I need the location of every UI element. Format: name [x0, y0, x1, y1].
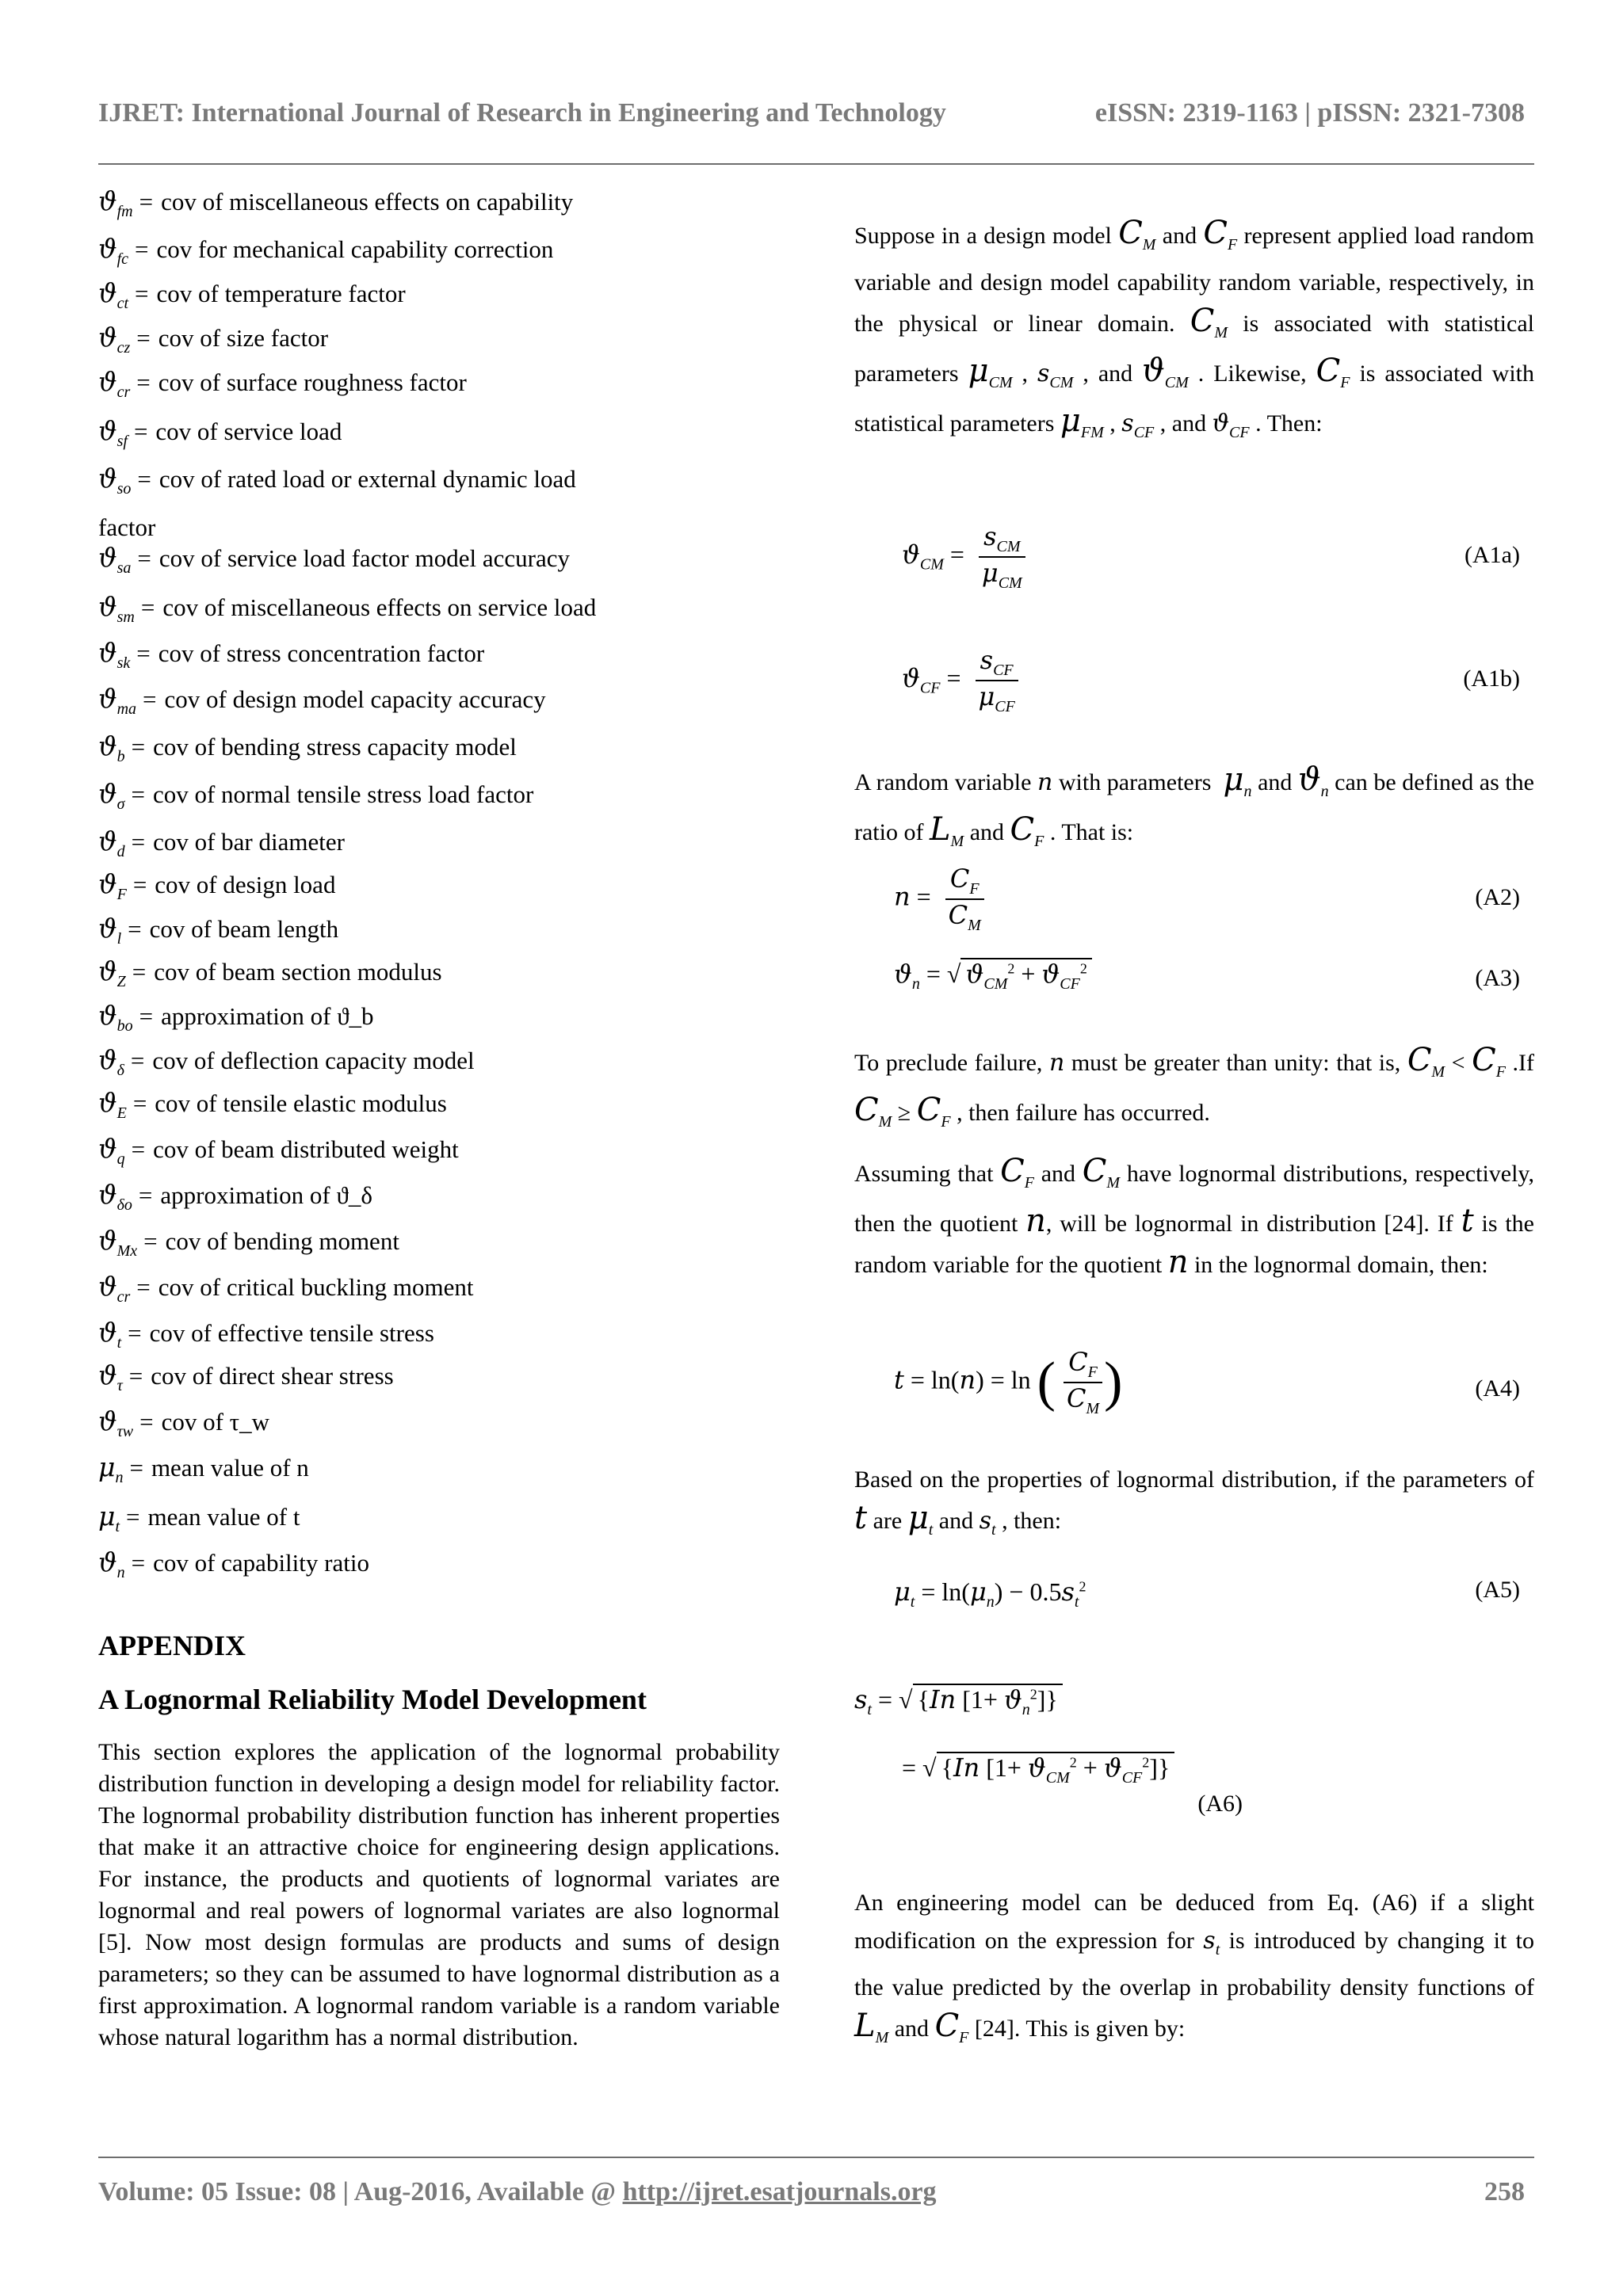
- paragraph-failure: To preclude failure, n must be greater than unity: that is, $C_M < C_F$ .If $C_M \ge C_F$ , then failure has occurred.: [854, 1042, 1534, 1131]
- symbol-entry: [98, 187, 573, 226]
- symbol-entry: [98, 732, 517, 771]
- symbol-subscript: cr: [116, 1288, 131, 1306]
- symbol-glyph: ϑ: [98, 1087, 117, 1118]
- equals-sign: =: [136, 1273, 151, 1301]
- symbol-glyph: ϑ: [98, 1405, 117, 1436]
- symbol-subscript: cz: [116, 339, 131, 357]
- symbol-entry: [98, 1226, 399, 1265]
- symbol-glyph: ϑ: [98, 1360, 117, 1390]
- symbol-glyph: ϑ: [98, 591, 117, 622]
- symbol-subscript: fc: [116, 250, 129, 268]
- header-divider: [98, 163, 1534, 165]
- symbol-description: cov of τ_w: [161, 1408, 270, 1436]
- equation-a1a: $ϑ_{CM}$ = $\frac{s_{CM}}{\mu_{CM}}$ (A1a): [902, 521, 1520, 592]
- equals-sign: =: [135, 280, 149, 307]
- symbol-subscript: so: [116, 480, 132, 498]
- equals-sign: =: [128, 1319, 142, 1347]
- symbol-description: cov of size factor: [158, 324, 329, 352]
- equals-sign: =: [129, 1454, 143, 1482]
- paragraph-engineering-model: An engineering model can be deduced from Eq. (A6) if a slight modification on the expression for $s_t$ is introduced by changing it to the value predicted by the overlap in probability density functions of $L_M$ and $C_F$ [24]. This is given by:: [854, 1890, 1535, 2046]
- symbol-subscript: t: [116, 1334, 122, 1352]
- symbol-subscript: l: [116, 930, 122, 948]
- symbol-entry: [98, 279, 406, 318]
- issn-text: eISSN: 2319-1163 | pISSN: 2321-7308: [1094, 98, 1525, 128]
- symbol-glyph: ϑ: [98, 366, 117, 397]
- equals-sign: =: [137, 465, 151, 493]
- symbol-subscript: E: [116, 1104, 127, 1122]
- symbol-description: cov of normal tensile stress load factor: [152, 780, 534, 808]
- symbol-entry: [98, 639, 484, 677]
- symbol-description: cov of deflection capacity model: [152, 1047, 475, 1074]
- symbol-entry: [98, 1089, 447, 1127]
- equals-sign: =: [138, 1181, 153, 1209]
- symbol-subscript: cr: [116, 383, 131, 401]
- symbol-glyph: ϑ: [98, 730, 117, 761]
- symbol-subscript: Mx: [116, 1242, 138, 1260]
- appendix-heading: APPENDIX: [98, 1630, 246, 1661]
- page-footer: [98, 2177, 1525, 2207]
- symbol-subscript: ma: [116, 700, 137, 718]
- symbol-entry: [98, 1548, 369, 1587]
- symbol-subscript: Z: [116, 973, 126, 990]
- equation-number-a3: (A3): [1475, 965, 1520, 991]
- symbol-glyph: μ: [98, 1501, 116, 1531]
- symbol-description: mean value of n: [151, 1454, 309, 1482]
- symbol-entry: [98, 1135, 459, 1173]
- equals-sign: =: [133, 418, 148, 445]
- symbol-description: approximation of ϑ_b: [161, 1002, 374, 1030]
- symbol-description: cov of effective tensile stress: [149, 1319, 434, 1347]
- symbol-subscript: sf: [116, 433, 128, 450]
- equation-a5: $\mu_t = \ln(\mu_n) - 0.5s_t^2$ (A5): [894, 1577, 1520, 1611]
- symbol-entry: [98, 1001, 374, 1040]
- equals-sign: =: [131, 828, 146, 856]
- symbol-entry: [98, 1361, 394, 1400]
- symbol-glyph: μ: [98, 1451, 116, 1482]
- equals-sign: =: [140, 593, 155, 621]
- symbol-entry: [98, 1318, 434, 1357]
- equals-sign: =: [139, 1002, 154, 1030]
- equation-number-a1a: (A1a): [1465, 542, 1520, 568]
- symbol-description: cov of stress concentration factor: [158, 639, 485, 667]
- symbol-description: cov of bending stress capacity model: [153, 733, 517, 761]
- symbol-description: cov of critical buckling moment: [158, 1273, 474, 1301]
- symbol-entry: [98, 417, 342, 456]
- symbol-description: cov of tensile elastic modulus: [155, 1089, 447, 1117]
- symbol-description: cov of miscellaneous effects on capability: [161, 188, 574, 215]
- symbol-entry: [98, 1502, 300, 1541]
- equation-number-a6: (A6): [1197, 1791, 1243, 1817]
- symbol-glyph: ϑ: [98, 1179, 117, 1210]
- equals-sign: =: [128, 1362, 143, 1390]
- paragraph-properties: Based on the properties of lognormal distribution, if the parameters of t are $\mu_t$ and $s_t$ , then:: [854, 1466, 1534, 1539]
- symbol-entry: [98, 685, 546, 723]
- symbol-description: cov of service load factor model accuracy: [158, 544, 570, 572]
- equals-sign: =: [131, 780, 145, 808]
- symbol-entry: [98, 1046, 475, 1085]
- symbol-subscript: δ: [116, 1062, 124, 1079]
- equals-sign: =: [132, 1089, 147, 1117]
- symbol-description: cov of design load: [155, 871, 336, 898]
- symbol-entry: [98, 957, 442, 996]
- symbol-subscript: sk: [116, 654, 131, 672]
- symbol-description: cov of miscellaneous effects on service load: [162, 593, 597, 621]
- symbol-subscript: τ: [116, 1377, 123, 1394]
- equals-sign: =: [132, 871, 147, 898]
- symbol-glyph: ϑ: [98, 955, 117, 986]
- symbol-subscript: sm: [116, 608, 135, 626]
- symbol-subscript: ct: [116, 295, 129, 312]
- symbol-entry: [98, 368, 467, 406]
- equals-sign: =: [139, 1408, 154, 1436]
- symbol-glyph: ϑ: [98, 463, 117, 494]
- symbol-description: cov of service load: [155, 418, 342, 445]
- symbol-glyph: ϑ: [98, 826, 117, 856]
- equals-sign: =: [136, 639, 151, 667]
- symbol-description: cov of bar diameter: [153, 828, 345, 856]
- symbol-entry: [98, 827, 345, 866]
- footer-divider: [98, 2157, 1534, 2158]
- symbol-description: cov of bending moment: [165, 1227, 399, 1255]
- equals-sign: =: [128, 915, 142, 943]
- symbol-glyph: ϑ: [98, 683, 117, 714]
- equation-a1b: $ϑ_{CF}$ = $\frac{s_{CF}}{\mu_{CF}}$ (A1b): [902, 645, 1520, 715]
- equals-sign: =: [143, 685, 157, 713]
- symbol-description: mean value of t: [147, 1503, 300, 1531]
- symbol-entry: [98, 235, 553, 273]
- symbol-glyph: ϑ: [98, 637, 117, 668]
- appendix-subheading: A Lognormal Reliability Model Development: [98, 1684, 647, 1715]
- symbol-subscript: σ: [116, 795, 125, 813]
- symbol-description: cov of rated load or external dynamic load: [158, 465, 576, 493]
- equals-sign: =: [126, 1503, 140, 1531]
- equation-a3: $ϑ_n$ = √ $ϑ_{CM}^2 + ϑ_{CF}^2$ (A3): [894, 959, 1520, 993]
- equation-number-a2: (A2): [1475, 884, 1520, 910]
- symbol-subscript: q: [116, 1150, 125, 1168]
- paragraph-random-variable: A random variable n with parameters $\mu_n$ and $ϑ_n$ can be defined as the ratio of $L_M$ and $C_F$ . That is:: [854, 761, 1534, 850]
- equals-sign: =: [131, 733, 146, 761]
- symbol-desc-continuation: factor: [98, 513, 156, 541]
- equation-number-a5: (A5): [1475, 1577, 1520, 1603]
- symbol-glyph: ϑ: [98, 1225, 117, 1256]
- symbol-description: cov of beam length: [149, 915, 339, 943]
- page-number: 258: [1484, 2177, 1525, 2206]
- symbol-description: approximation of ϑ_δ: [160, 1181, 372, 1209]
- symbol-glyph: ϑ: [98, 1317, 117, 1348]
- paragraph-intro: Suppose in a design model $C_M$ and $C_F$ represent applied load random variable and design model capability random variable, respectively, in the physical or linear domain. $C_M$ is associated with statistical parameters $\mu_{CM}$ , $s_{CM}$ , and $ϑ_{CM}$ . Likewise, $C_F$ is associated with statistical parameters $\mu_{FM}$ , $s_{CF}$ , and $ϑ_{CF}$ . Then:: [854, 215, 1535, 441]
- equation-number-a1b: (A1b): [1463, 666, 1520, 692]
- symbol-description: cov of design model capacity accuracy: [164, 685, 546, 713]
- equation-a4: t = ln(n) = ln ( $\frac{C_F}{C_M}$ ) (A4): [894, 1347, 1520, 1417]
- symbol-glyph: ϑ: [98, 778, 117, 809]
- symbol-description: cov of temperature factor: [156, 280, 406, 307]
- symbol-glyph: ϑ: [98, 185, 117, 216]
- symbol-glyph: ϑ: [98, 913, 117, 944]
- symbol-subscript: F: [116, 886, 127, 903]
- symbol-entry: [98, 1453, 309, 1492]
- symbol-entry: [98, 323, 328, 362]
- equals-sign: =: [137, 544, 151, 572]
- symbol-entry: [98, 1180, 372, 1219]
- symbol-entry: [98, 1272, 473, 1311]
- footer-volume-text: Volume: 05 Issue: 08 | Aug-2016, Available @: [98, 2177, 623, 2206]
- symbol-glyph: ϑ: [98, 542, 117, 573]
- symbol-entry: [98, 543, 570, 582]
- symbol-subscript: sa: [116, 559, 132, 577]
- equation-a2: n = $\frac{C_F}{C_M}$ (A2): [894, 864, 1520, 934]
- equals-sign: =: [135, 235, 149, 263]
- symbol-description: cov for mechanical capability correction: [156, 235, 554, 263]
- page-header: [98, 98, 1525, 128]
- symbol-subscript: fm: [116, 203, 133, 220]
- symbol-entry: [98, 464, 576, 503]
- symbol-subscript: n: [116, 1564, 125, 1581]
- symbol-description: cov of beam section modulus: [154, 958, 442, 986]
- symbol-description: cov of direct shear stress: [151, 1362, 394, 1390]
- symbol-glyph: ϑ: [98, 1271, 117, 1302]
- symbol-glyph: ϑ: [98, 277, 117, 308]
- footer-volume: [98, 2177, 937, 2207]
- symbol-glyph: ϑ: [98, 1133, 117, 1164]
- equals-sign: =: [136, 368, 151, 396]
- symbol-description: cov of capability ratio: [153, 1549, 369, 1577]
- symbol-subscript: t: [115, 1518, 120, 1535]
- symbol-entry: [98, 914, 338, 953]
- equals-sign: =: [130, 1047, 145, 1074]
- equals-sign: =: [131, 1135, 146, 1163]
- symbol-subscript: b: [116, 748, 125, 765]
- symbol-description: cov of surface roughness factor: [158, 368, 467, 396]
- symbol-glyph: ϑ: [98, 1044, 117, 1075]
- journal-link[interactable]: http://ijret.esatjournals.org: [622, 2177, 937, 2206]
- symbol-glyph: ϑ: [98, 1547, 117, 1577]
- equals-sign: =: [136, 324, 151, 352]
- symbol-glyph: ϑ: [98, 868, 117, 899]
- equals-sign: =: [132, 958, 147, 986]
- equation-number-a4: (A4): [1475, 1375, 1520, 1402]
- equals-sign: =: [143, 1227, 158, 1255]
- symbol-subscript: d: [116, 843, 125, 860]
- journal-title: IJRET: International Journal of Research in Engineering and Technology: [98, 98, 946, 128]
- equals-sign: =: [139, 188, 154, 215]
- symbol-glyph: ϑ: [98, 233, 117, 264]
- symbol-glyph: ϑ: [98, 1000, 117, 1031]
- equation-a6: $s_t$ = √ {In $[1+ ϑ_n^2]$} = √ {In $[1+ ϑ_{CM}^2 + ϑ_{CF}^2]$} (A6): [854, 1684, 1243, 1817]
- symbol-entry: [98, 1407, 269, 1446]
- symbol-entry: [98, 780, 533, 818]
- equals-sign: =: [131, 1549, 146, 1577]
- symbol-description: cov of beam distributed weight: [153, 1135, 459, 1163]
- symbol-subscript: n: [115, 1469, 124, 1486]
- appendix-paragraph: This section explores the application of the lognormal probability distribution function in developing a design model for reliability factor. The lognormal probability distribution function has inherent properties that make it an attractive choice for engineering design applications. For instance, the products and quotients of lognormal variates are lognormal and real powers of lognormal variates are also lognormal [5]. Now most design formulas are products and sums of design parameters; so they can be assumed to have lognormal distribution as a first approximation. A lognormal random variable is a random variable whose natural logarithm has a normal distribution.: [98, 1739, 780, 2050]
- symbol-subscript: τw: [116, 1423, 134, 1440]
- symbol-subscript: δo: [116, 1196, 132, 1214]
- symbol-glyph: ϑ: [98, 415, 117, 446]
- symbol-subscript: bo: [116, 1017, 133, 1035]
- symbol-entry: [98, 593, 596, 631]
- symbol-entry: [98, 870, 335, 909]
- symbol-glyph: ϑ: [98, 322, 117, 353]
- paragraph-lognormal: Assuming that $C_F$ and $C_M$ have lognormal distributions, respectively, then the quotient n, will be lognormal in distribution [24]. If t is the random variable for the quotient n in the lognormal domain, then:: [854, 1153, 1534, 1280]
